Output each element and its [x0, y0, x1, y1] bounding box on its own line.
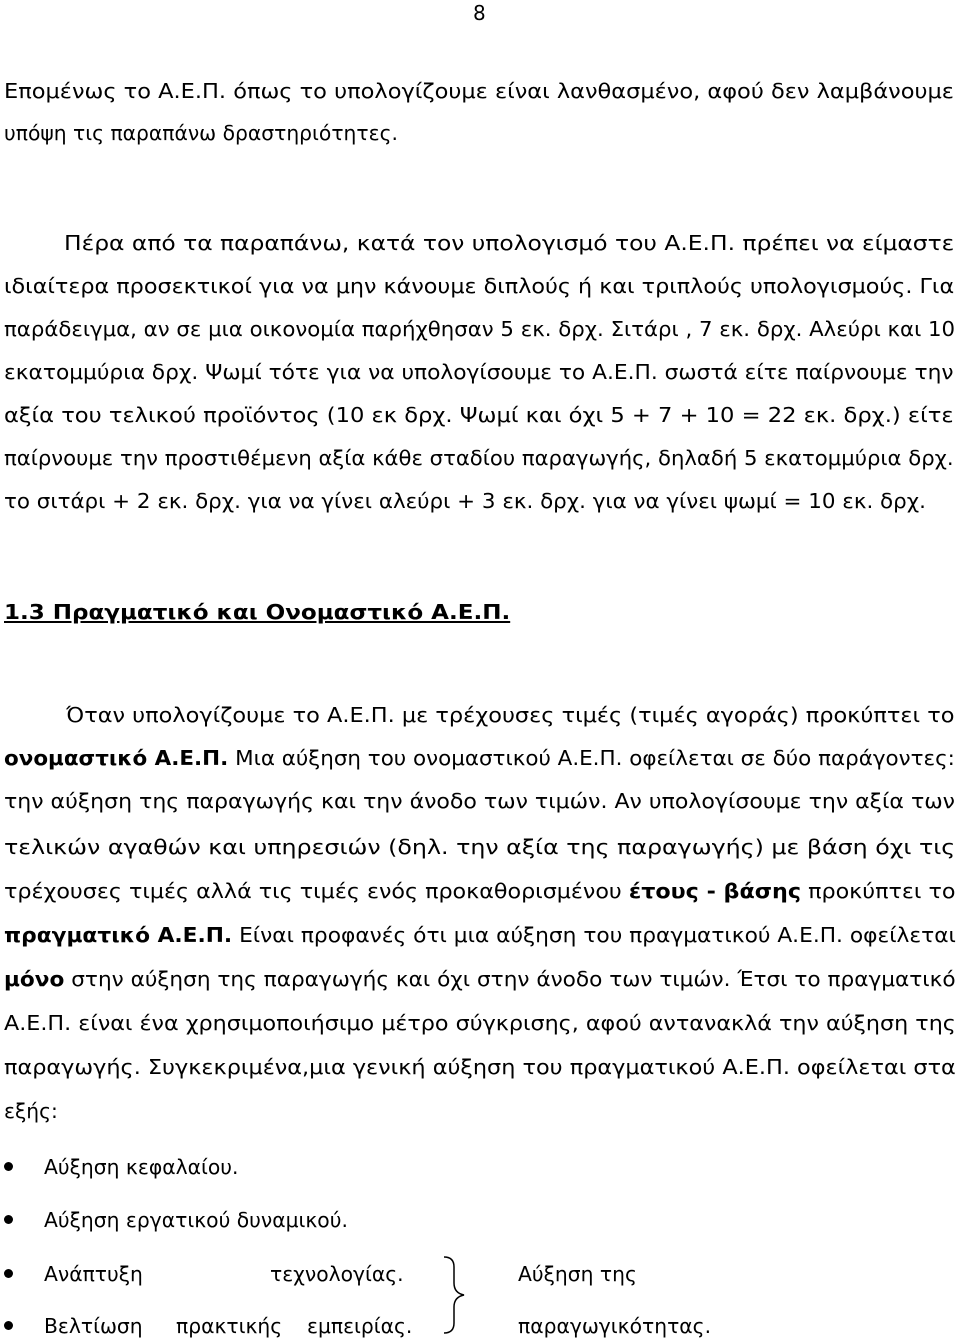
paragraph-3-line-6-text: Είναι προφανές ότι μια αύξηση του πραγματικού Α.Ε.Π. οφείλεται: [232, 923, 956, 947]
paragraph-2-line-3: παράδειγμα, αν σε μια οικονομία παρήχθησαν 5 εκ. δρχ. Σιτάρι , 7 εκ. δρχ. Αλεύρι και 10: [4, 317, 956, 341]
paragraph-2-line-4: εκατομμύρια δρχ. Ψωμί τότε για να υπολογίσουμε το Α.Ε.Π. σωστά είτε παίρνουμε την: [4, 360, 954, 384]
bullet-2: Αύξηση εργατικού δυναμικού.: [44, 1208, 348, 1232]
term-nominal-gdp: ονομαστικό Α.Ε.Π.: [4, 746, 229, 770]
paragraph-3-line-5-pre: τρέχουσες τιμές αλλά τις τιμές ενός προκαθορισμένου: [4, 879, 629, 903]
paragraph-3-line-5-post: προκύπτει το: [801, 879, 956, 903]
paragraph-2-line-2: ιδιαίτερα προσεκτικοί για να μην κάνουμε διπλούς ή και τριπλούς υπολογισμούς. Για: [4, 274, 955, 298]
paragraph-3-line-9: παραγωγής. Συγκεκριμένα,μια γενική αύξηση του πραγματικού Α.Ε.Π. οφείλεται στα: [4, 1055, 956, 1079]
paragraph-3-line-8: Α.Ε.Π. είναι ένα χρησιμοποιήσιμο μέτρο σύγκρισης, αφού αντανακλά την αύξηση της: [4, 1011, 956, 1035]
term-only: μόνο: [4, 967, 65, 991]
term-base-year: έτους - βάσης: [628, 879, 802, 903]
bullet-4-word-2: πρακτικής: [176, 1314, 283, 1338]
bullet-3-right-text: Αύξηση της: [518, 1262, 637, 1286]
bullet-4-dot: [4, 1321, 13, 1330]
bullet-3-word-2: τεχνολογίας.: [270, 1262, 404, 1286]
bullet-4-word-3: εμπειρίας.: [307, 1314, 413, 1338]
paragraph-3-line-3: την αύξηση της παραγωγής και την άνοδο των τιμών. Αν υπολογίσουμε την αξία των: [4, 789, 956, 813]
page-number: 8: [473, 1, 486, 25]
paragraph-3-line-2-text: Μια αύξηση του ονομαστικού Α.Ε.Π. οφείλεται σε δύο παράγοντες:: [228, 746, 955, 770]
curly-brace-icon: [440, 1255, 470, 1335]
bullet-4-word-1: Βελτίωση: [44, 1314, 143, 1338]
bullet-3-word-1: Ανάπτυξη: [44, 1262, 143, 1286]
bullet-4-right-text: παραγωγικότητας.: [518, 1314, 712, 1338]
bullet-2-dot: [4, 1215, 13, 1224]
paragraph-3-line-4: τελικών αγαθών και υπηρεσιών (δηλ. την αξία της παραγωγής) με βάση όχι τις: [4, 835, 956, 859]
paragraph-2-line-1: Πέρα από τα παραπάνω, κατά τον υπολογισμό του Α.Ε.Π. πρέπει να είμαστε: [64, 231, 955, 255]
paragraph-2-line-6: παίρνουμε την προστιθέμενη αξία κάθε σταδίου παραγωγής, δηλαδή 5 εκατομμύρια δρχ.: [4, 446, 954, 470]
paragraph-3-line-5: [4, 878, 955, 904]
paragraph-3-line-7-text: στην αύξηση της παραγωγής και όχι στην άνοδο των τιμών. Έτσι το πραγματικό: [64, 967, 956, 991]
paragraph-1-line-2: υπόψη τις παραπάνω δραστηριότητες.: [4, 121, 398, 145]
paragraph-2-line-7: το σιτάρι + 2 εκ. δρχ. για να γίνει αλεύρι + 3 εκ. δρχ. για να γίνει ψωμί = 10 εκ. δρχ.: [4, 489, 926, 513]
paragraph-3-line-1: Όταν υπολογίζουμε το Α.Ε.Π. με τρέχουσες τιμές (τιμές αγοράς) προκύπτει το: [66, 703, 955, 727]
bullet-1-dot: [4, 1162, 13, 1171]
paragraph-3-line-2: [4, 745, 955, 771]
paragraph-3-line-10: εξής:: [4, 1099, 58, 1123]
bullet-3-dot: [4, 1269, 13, 1278]
paragraph-1-line-1: Επομένως το Α.Ε.Π. όπως το υπολογίζουμε είναι λανθασμένο, αφού δεν λαμβάνουμε: [4, 79, 954, 103]
term-real-gdp: πραγματικό Α.Ε.Π.: [4, 923, 233, 947]
section-heading: 1.3 Πραγματικό και Ονομαστικό Α.Ε.Π.: [4, 600, 511, 624]
paragraph-2-line-5: αξία του τελικού προϊόντος (10 εκ δρχ. Ψωμί και όχι 5 + 7 + 10 = 22 εκ. δρχ.) είτε: [4, 403, 954, 427]
paragraph-3-line-7: [4, 966, 956, 992]
paragraph-3-line-6: [4, 922, 956, 948]
bullet-1: Αύξηση κεφαλαίου.: [44, 1155, 239, 1179]
